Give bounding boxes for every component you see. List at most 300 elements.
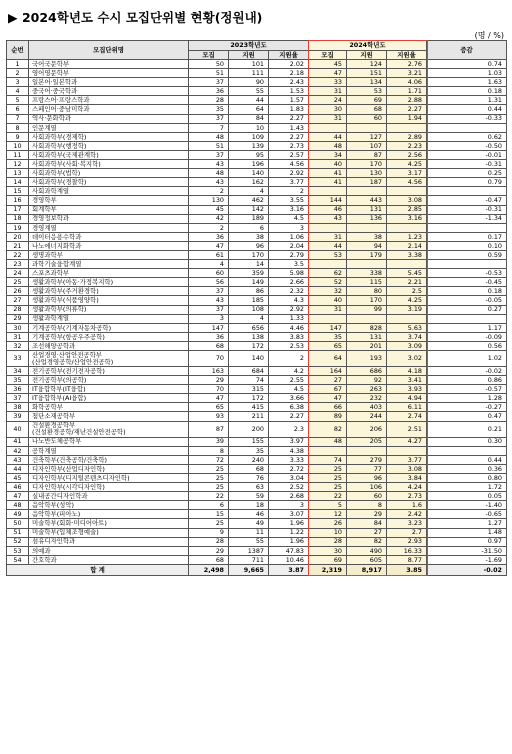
row-quota-2024: 147 [309, 323, 347, 332]
total-quota-2024: 2,319 [309, 564, 347, 575]
row-applied-2023: 96 [229, 241, 269, 250]
row-rate-2023: 3.04 [269, 473, 309, 482]
row-seq: 40 [7, 421, 29, 437]
row-applied-2023: 18 [229, 501, 269, 510]
row-rate-2023: 5.98 [269, 269, 309, 278]
row-applied-2024: 68 [347, 105, 387, 114]
row-applied-2024: 99 [347, 305, 387, 314]
row-dept: 데이터응용수학과 [29, 232, 189, 241]
row-applied-2024: 60 [347, 114, 387, 123]
table-row [7, 394, 507, 403]
row-quota-2024: 45 [309, 60, 347, 69]
row-change: 0.86 [427, 376, 507, 385]
row-seq: 42 [7, 446, 29, 455]
row-seq: 17 [7, 205, 29, 214]
row-applied-2024: 205 [347, 437, 387, 446]
row-dept: 생활과학계열 [29, 314, 189, 323]
table-row [7, 114, 507, 123]
row-applied-2024: 605 [347, 555, 387, 564]
row-rate-2023: 2.27 [269, 114, 309, 123]
row-applied-2024: 115 [347, 278, 387, 287]
row-quota-2024: 30 [309, 546, 347, 555]
row-change: -0.01 [427, 150, 507, 159]
row-quota-2023: 60 [189, 269, 229, 278]
row-applied-2023: 76 [229, 473, 269, 482]
row-quota-2024: 30 [309, 105, 347, 114]
row-applied-2023: 14 [229, 260, 269, 269]
row-applied-2023: 44 [229, 96, 269, 105]
row-seq: 22 [7, 250, 29, 259]
row-rate-2024 [387, 314, 427, 323]
row-dept: 사회과학부(경제학) [29, 132, 189, 141]
table-row [7, 305, 507, 314]
row-quota-2023: 50 [189, 60, 229, 69]
table-row [7, 287, 507, 296]
row-rate-2023: 2.3 [269, 421, 309, 437]
row-rate-2023: 6.38 [269, 403, 309, 412]
row-rate-2023: 2.18 [269, 69, 309, 78]
row-seq: 5 [7, 96, 29, 105]
table-row [7, 296, 507, 305]
row-rate-2024: 2.74 [387, 412, 427, 421]
row-applied-2023: 109 [229, 132, 269, 141]
table-row [7, 260, 507, 269]
row-change: 0.59 [427, 250, 507, 259]
row-rate-2023: 2 [269, 187, 309, 196]
row-change: 0.21 [427, 421, 507, 437]
row-quota-2023: 43 [189, 178, 229, 187]
header-2024: 2024학년도 [309, 41, 427, 51]
row-dept: 건설환경공학부 (건설환경공학/재난건설안전공학) [29, 421, 189, 437]
row-seq: 50 [7, 519, 29, 528]
row-quota-2024: 66 [309, 403, 347, 412]
row-seq: 33 [7, 351, 29, 367]
table-row [7, 87, 507, 96]
row-rate-2024 [387, 223, 427, 232]
row-rate-2024: 4.24 [387, 483, 427, 492]
row-rate-2024: 4.94 [387, 394, 427, 403]
row-seq: 29 [7, 314, 29, 323]
row-applied-2024: 92 [347, 376, 387, 385]
row-rate-2024: 5.63 [387, 323, 427, 332]
row-dept: 스포츠과학부 [29, 269, 189, 278]
total-rate-2024: 3.85 [387, 564, 427, 575]
row-quota-2023: 163 [189, 367, 229, 376]
row-rate-2023: 2.73 [269, 141, 309, 150]
table-row [7, 546, 507, 555]
row-seq: 11 [7, 150, 29, 159]
row-rate-2023: 2.27 [269, 132, 309, 141]
row-seq: 15 [7, 187, 29, 196]
row-applied-2023: 86 [229, 287, 269, 296]
row-rate-2023: 2.92 [269, 305, 309, 314]
row-applied-2023: 415 [229, 403, 269, 412]
row-rate-2024: 3.84 [387, 473, 427, 482]
row-quota-2024: 41 [309, 169, 347, 178]
row-seq: 16 [7, 196, 29, 205]
row-applied-2023: 200 [229, 421, 269, 437]
header-quota-2023: 모집 [189, 50, 229, 60]
row-dept: 공학계열 [29, 446, 189, 455]
row-rate-2024: 2.85 [387, 205, 427, 214]
row-rate-2023: 3 [269, 501, 309, 510]
unit-label: (명 / %) [474, 31, 504, 40]
row-quota-2024: 43 [309, 214, 347, 223]
row-quota-2023: 4 [189, 260, 229, 269]
row-rate-2023: 2.92 [269, 169, 309, 178]
row-dept: 나노에너지화학과 [29, 241, 189, 250]
row-quota-2024 [309, 260, 347, 269]
row-change: 0.44 [427, 105, 507, 114]
row-quota-2023: 29 [189, 546, 229, 555]
row-applied-2023: 196 [229, 160, 269, 169]
row-seq: 24 [7, 269, 29, 278]
row-dept: 생활과학부(아동·가정복지학) [29, 278, 189, 287]
row-quota-2024: 44 [309, 132, 347, 141]
table-row [7, 555, 507, 564]
row-rate-2024: 3.23 [387, 519, 427, 528]
row-seq: 27 [7, 296, 29, 305]
row-quota-2023: 25 [189, 464, 229, 473]
row-rate-2024: 2.23 [387, 141, 427, 150]
row-seq: 18 [7, 214, 29, 223]
row-quota-2024: 31 [309, 232, 347, 241]
row-dept: 실내공간디자인학과 [29, 492, 189, 501]
row-change [427, 123, 507, 132]
row-quota-2024 [309, 123, 347, 132]
row-dept: 사회과학부(법학) [29, 169, 189, 178]
row-applied-2023: 140 [229, 169, 269, 178]
row-rate-2023: 2.52 [269, 483, 309, 492]
row-rate-2024: 6.11 [387, 403, 427, 412]
row-applied-2023: 240 [229, 455, 269, 464]
row-seq: 38 [7, 403, 29, 412]
row-applied-2023: 11 [229, 528, 269, 537]
row-seq: 41 [7, 437, 29, 446]
row-quota-2024: 46 [309, 205, 347, 214]
row-quota-2024 [309, 187, 347, 196]
table-row [7, 323, 507, 332]
row-rate-2023: 2.72 [269, 464, 309, 473]
row-rate-2024: 3.08 [387, 196, 427, 205]
row-seq: 1 [7, 60, 29, 69]
row-dept: 영어영문학부 [29, 69, 189, 78]
table-row [7, 205, 507, 214]
row-quota-2023: 9 [189, 528, 229, 537]
row-dept: 역사·문화학과 [29, 114, 189, 123]
table-row [7, 178, 507, 187]
row-dept: 스페인어·중남미학과 [29, 105, 189, 114]
row-rate-2024: 3.08 [387, 464, 427, 473]
row-rate-2023: 2.43 [269, 78, 309, 87]
row-applied-2024: 107 [347, 141, 387, 150]
row-quota-2024: 67 [309, 385, 347, 394]
row-dept: 음악학부(피아노) [29, 510, 189, 519]
row-rate-2024: 3.38 [387, 250, 427, 259]
row-change: -0.27 [427, 403, 507, 412]
row-dept: 일본어·일본학과 [29, 78, 189, 87]
row-quota-2024: 164 [309, 367, 347, 376]
row-applied-2023: 84 [229, 114, 269, 123]
table-row [7, 403, 507, 412]
row-change: -0.65 [427, 510, 507, 519]
row-seq: 30 [7, 323, 29, 332]
row-applied-2023: 10 [229, 123, 269, 132]
row-change [427, 223, 507, 232]
row-change: 1.72 [427, 483, 507, 492]
row-rate-2024 [387, 446, 427, 455]
row-seq: 52 [7, 537, 29, 546]
row-quota-2023: 8 [189, 446, 229, 455]
row-change: -0.02 [427, 367, 507, 376]
row-applied-2024: 179 [347, 250, 387, 259]
row-change [427, 260, 507, 269]
row-seq: 37 [7, 394, 29, 403]
row-rate-2023: 2.57 [269, 150, 309, 159]
row-quota-2023: 56 [189, 278, 229, 287]
row-rate-2024: 1.23 [387, 232, 427, 241]
row-change: -0.47 [427, 196, 507, 205]
row-quota-2024 [309, 446, 347, 455]
row-dept: 화학공학부 [29, 403, 189, 412]
header-change: 증감 [427, 41, 507, 60]
row-rate-2023: 3.33 [269, 455, 309, 464]
row-rate-2024: 2.76 [387, 60, 427, 69]
row-seq: 45 [7, 473, 29, 482]
row-quota-2024: 5 [309, 501, 347, 510]
row-applied-2024: 87 [347, 150, 387, 159]
row-applied-2023: 189 [229, 214, 269, 223]
row-applied-2024: 187 [347, 178, 387, 187]
row-rate-2023: 3.83 [269, 332, 309, 341]
row-applied-2023: 315 [229, 385, 269, 394]
row-applied-2023: 95 [229, 150, 269, 159]
row-rate-2024: 3.93 [387, 385, 427, 394]
row-quota-2023: 25 [189, 519, 229, 528]
row-applied-2023: 49 [229, 519, 269, 528]
row-quota-2023: 70 [189, 351, 229, 367]
row-quota-2024: 144 [309, 196, 347, 205]
row-change: -1.69 [427, 555, 507, 564]
table-row [7, 269, 507, 278]
row-applied-2024: 279 [347, 455, 387, 464]
row-rate-2023: 3.16 [269, 205, 309, 214]
row-change: 0.30 [427, 437, 507, 446]
table-row [7, 241, 507, 250]
row-rate-2024: 3.19 [387, 305, 427, 314]
table-row [7, 78, 507, 87]
row-applied-2023: 142 [229, 205, 269, 214]
row-applied-2023: 59 [229, 492, 269, 501]
row-rate-2024: 4.06 [387, 78, 427, 87]
row-rate-2024 [387, 123, 427, 132]
row-quota-2024: 47 [309, 394, 347, 403]
row-change: 0.62 [427, 132, 507, 141]
row-applied-2024: 206 [347, 421, 387, 437]
row-applied-2023: 711 [229, 555, 269, 564]
row-rate-2023: 3.97 [269, 437, 309, 446]
row-quota-2024: 31 [309, 305, 347, 314]
row-rate-2023: 1.53 [269, 87, 309, 96]
row-change [427, 187, 507, 196]
table-row [7, 96, 507, 105]
row-rate-2024: 4.25 [387, 160, 427, 169]
row-seq: 47 [7, 492, 29, 501]
row-dept: 미술학부(입체조형예술) [29, 528, 189, 537]
row-applied-2023: 46 [229, 510, 269, 519]
row-applied-2024: 686 [347, 367, 387, 376]
row-seq: 34 [7, 367, 29, 376]
row-applied-2024: 106 [347, 483, 387, 492]
table-row [7, 376, 507, 385]
row-seq: 49 [7, 510, 29, 519]
row-applied-2024: 134 [347, 78, 387, 87]
row-quota-2023: 39 [189, 437, 229, 446]
row-applied-2024: 338 [347, 269, 387, 278]
row-change: -0.53 [427, 269, 507, 278]
table-row [7, 437, 507, 446]
row-change: 0.18 [427, 87, 507, 96]
row-rate-2023: 3.66 [269, 394, 309, 403]
row-rate-2023: 3 [269, 223, 309, 232]
row-change: -0.50 [427, 141, 507, 150]
row-rate-2024: 2.89 [387, 132, 427, 141]
row-change: 0.05 [427, 492, 507, 501]
table-row [7, 187, 507, 196]
row-dept: IT융합학부(IT융합) [29, 385, 189, 394]
row-applied-2024: 131 [347, 332, 387, 341]
row-seq: 21 [7, 241, 29, 250]
row-rate-2023: 4.46 [269, 323, 309, 332]
row-applied-2024: 403 [347, 403, 387, 412]
row-rate-2024: 16.33 [387, 546, 427, 555]
table-row [7, 501, 507, 510]
row-rate-2023: 10.46 [269, 555, 309, 564]
header-applied-2023: 지원 [229, 50, 269, 60]
row-rate-2023: 4.3 [269, 296, 309, 305]
row-applied-2023: 211 [229, 412, 269, 421]
row-applied-2024 [347, 314, 387, 323]
total-quota-2023: 2,498 [189, 564, 229, 575]
row-seq: 7 [7, 114, 29, 123]
row-quota-2023: 47 [189, 241, 229, 250]
table-row [7, 132, 507, 141]
row-dept: 경영정보학과 [29, 214, 189, 223]
row-change: 0.47 [427, 412, 507, 421]
header-rate-2023: 지원율 [269, 50, 309, 60]
row-dept: 조선해양공학과 [29, 341, 189, 350]
row-seq: 19 [7, 223, 29, 232]
table-row [7, 473, 507, 482]
row-dept: 기계공학부(기계자동차공학) [29, 323, 189, 332]
header-rate-2024: 지원율 [387, 50, 427, 60]
row-quota-2023: 22 [189, 492, 229, 501]
row-applied-2024: 94 [347, 241, 387, 250]
row-applied-2023: 162 [229, 178, 269, 187]
row-quota-2024: 24 [309, 96, 347, 105]
row-quota-2023: 68 [189, 341, 229, 350]
row-change: -0.57 [427, 385, 507, 394]
row-seq: 36 [7, 385, 29, 394]
row-dept: 섬유디자인학과 [29, 537, 189, 546]
table-row [7, 519, 507, 528]
row-change: 1.31 [427, 96, 507, 105]
row-applied-2023: 1387 [229, 546, 269, 555]
row-applied-2024 [347, 223, 387, 232]
row-dept: 생활과학부(의류학) [29, 305, 189, 314]
row-quota-2024: 12 [309, 510, 347, 519]
total-row [7, 564, 507, 575]
row-quota-2024: 89 [309, 412, 347, 421]
table-row [7, 160, 507, 169]
row-change: 1.48 [427, 528, 507, 537]
row-rate-2023: 2.53 [269, 341, 309, 350]
row-seq: 28 [7, 305, 29, 314]
total-applied-2024: 8,917 [347, 564, 387, 575]
row-seq: 2 [7, 69, 29, 78]
admissions-table [6, 40, 507, 576]
row-quota-2023: 51 [189, 69, 229, 78]
row-quota-2023: 51 [189, 141, 229, 150]
row-seq: 53 [7, 546, 29, 555]
row-applied-2023: 35 [229, 446, 269, 455]
row-quota-2023: 43 [189, 296, 229, 305]
table-row [7, 105, 507, 114]
row-rate-2024: 2.5 [387, 287, 427, 296]
row-dept: 전기공학부(전기전자공학) [29, 367, 189, 376]
row-dept: 디자인학부(시각디자인학) [29, 483, 189, 492]
row-seq: 3 [7, 78, 29, 87]
row-quota-2024: 65 [309, 341, 347, 350]
row-rate-2023: 4.56 [269, 160, 309, 169]
row-change: 1.17 [427, 323, 507, 332]
row-rate-2023: 1.96 [269, 519, 309, 528]
row-applied-2024 [347, 446, 387, 455]
row-change: 1.28 [427, 394, 507, 403]
row-seq: 14 [7, 178, 29, 187]
row-applied-2023: 6 [229, 223, 269, 232]
row-rate-2024: 1.6 [387, 501, 427, 510]
row-seq: 44 [7, 464, 29, 473]
row-applied-2023: 185 [229, 296, 269, 305]
row-seq: 23 [7, 260, 29, 269]
row-quota-2024: 47 [309, 69, 347, 78]
row-change: 1.02 [427, 351, 507, 367]
row-applied-2024: 151 [347, 69, 387, 78]
row-rate-2024: 3.41 [387, 376, 427, 385]
row-dept: 전기공학부(의공학) [29, 376, 189, 385]
header-quota-2024: 모집 [309, 50, 347, 60]
row-seq: 54 [7, 555, 29, 564]
row-quota-2023: 93 [189, 412, 229, 421]
row-rate-2024: 3.02 [387, 351, 427, 367]
row-rate-2024: 2.7 [387, 528, 427, 537]
row-applied-2023: 155 [229, 437, 269, 446]
row-quota-2023: 25 [189, 473, 229, 482]
row-applied-2024: 29 [347, 510, 387, 519]
row-quota-2024: 31 [309, 114, 347, 123]
row-change: 0.80 [427, 473, 507, 482]
row-rate-2023: 2.02 [269, 60, 309, 69]
row-applied-2024: 244 [347, 412, 387, 421]
table-row [7, 223, 507, 232]
row-rate-2024: 2.93 [387, 537, 427, 546]
row-applied-2023: 462 [229, 196, 269, 205]
row-rate-2024: 2.21 [387, 278, 427, 287]
row-dept: IT융합학부(AI융합) [29, 394, 189, 403]
row-rate-2024: 2.27 [387, 105, 427, 114]
row-applied-2024 [347, 260, 387, 269]
